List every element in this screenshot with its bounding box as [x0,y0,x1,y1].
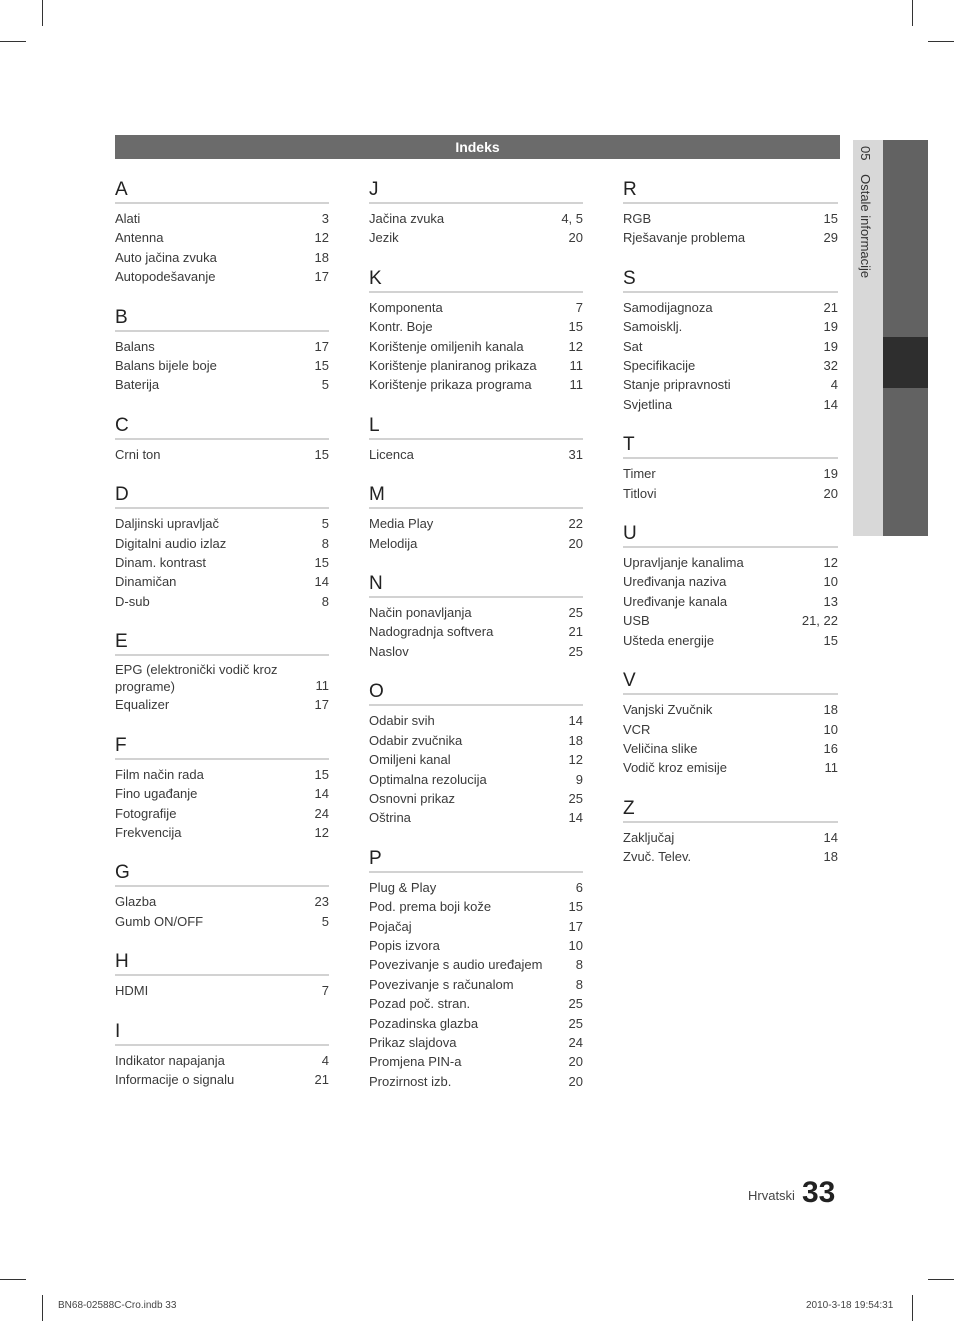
entry-page: 25 [568,605,583,621]
entry-page: 15 [314,446,329,462]
entry-page: 11 [824,760,838,776]
section-letter: Z [623,798,838,823]
footer-language: Hrvatski [748,1188,795,1203]
index-entry [623,209,838,228]
entry-page: 8 [575,976,583,992]
index-entry [115,553,329,572]
entry-name: Zaključaj [623,829,675,845]
entry-page: 15 [314,766,329,782]
index-section [369,268,583,395]
entry-page: 12 [823,555,838,571]
entry-name: Antenna [115,230,164,246]
entry-name: Kontr. Boje [369,319,433,335]
index-section [115,484,329,611]
entry-name: Dinam. kontrast [115,555,207,571]
index-entry [115,356,329,375]
index-entry [369,622,583,641]
footer-datetime: 2010-3-18 19:54:31 [806,1300,894,1311]
section-letter: K [369,268,583,293]
index-section [369,415,583,464]
index-entry [623,592,838,611]
index-entry [623,228,838,247]
entry-name: Prikaz slajdova [369,1034,457,1050]
entry-page: 11 [569,358,583,374]
index-entry [115,514,329,533]
section-letter: S [623,268,838,293]
index-entry [115,267,329,286]
entry-page: 17 [314,269,329,285]
chapter-label [858,146,873,278]
index-entry [115,661,329,695]
entry-name: USB [623,613,650,629]
entry-page: 14 [568,810,583,826]
entry-name: Glazba [115,894,157,910]
index-section [115,307,329,395]
entry-name: Film način rada [115,766,204,782]
entry-page: 11 [569,377,583,393]
index-section [369,484,583,553]
entry-name: Pozadinska glazba [369,1015,479,1031]
crop-mark [928,41,954,42]
index-entry [369,808,583,827]
entry-name: Optimalna rezolucija [369,771,487,787]
index-section [623,523,838,650]
entry-name: Specifikacije [623,358,696,374]
index-entry [369,1014,583,1033]
index-entry [369,955,583,974]
entry-name: Komponenta [369,299,443,315]
index-entry [115,228,329,247]
entry-page: 20 [823,485,838,501]
entry-name: Svjetlina [623,396,673,412]
index-entry [623,572,838,591]
entry-page: 5 [321,377,329,393]
entry-name: RGB [623,211,652,226]
index-entry [369,770,583,789]
index-section [623,268,838,414]
entry-name: D-sub [115,593,150,609]
entry-page: 24 [568,1034,583,1050]
entry-page: 17 [568,918,583,934]
index-entry [623,611,838,630]
index-section [369,573,583,661]
entry-name: Jačina zvuka [369,211,445,226]
crop-mark [42,0,43,26]
index-entry [369,789,583,808]
index-entry [115,892,329,911]
entry-page: 8 [321,593,329,609]
entry-name: Sat [623,338,643,354]
entry-page: 14 [823,396,838,412]
entry-page: 21 [314,1071,329,1087]
entry-page: 24 [314,805,329,821]
section-letter: G [115,862,329,887]
index-entry [623,720,838,739]
entry-page: 18 [314,249,329,265]
entry-page: 15 [568,899,583,915]
entry-page: 6 [575,879,583,895]
index-entry [623,317,838,336]
index-entry [623,739,838,758]
entry-page: 11 [315,677,329,693]
index-entry [369,445,583,464]
entry-page: 12 [314,824,329,840]
entry-page: 14 [314,574,329,590]
entry-name: Dinamičan [115,574,177,590]
entry-page: 3 [321,211,329,226]
entry-page: 4, 5 [561,211,583,226]
entry-page: 15 [568,319,583,335]
section-letter: B [115,307,329,332]
entry-name: Plug & Play [369,879,437,895]
entry-name: Povezivanje s računalom [369,976,514,992]
entry-name: Balans [115,338,155,354]
entry-page: 14 [568,713,583,729]
entry-page: 18 [823,702,838,718]
entry-page: 18 [823,849,838,865]
entry-name: Informacije o signalu [115,1071,235,1087]
entry-name: Melodija [369,535,418,551]
entry-name: Korištenje omiljenih kanala [369,338,524,354]
index-section [115,631,329,714]
index-entry [115,1070,329,1089]
entry-name: Frekvencija [115,824,182,840]
entry-page: 18 [568,732,583,748]
index-entry [623,298,838,317]
entry-page: 20 [568,230,583,246]
entry-page: 23 [314,894,329,910]
entry-page: 12 [568,752,583,768]
entry-page: 19 [823,338,838,354]
entry-name: Veličina slike [623,740,698,756]
index-entry [369,878,583,897]
entry-name: Uređivanja naziva [623,574,727,590]
entry-page: 10 [823,574,838,590]
section-letter: P [369,848,583,873]
index-entry [369,1072,583,1091]
index-entry [369,603,583,622]
index-entry [369,1033,583,1052]
index-entry [623,631,838,650]
entry-name: Fotografije [115,805,177,821]
entry-name: Promjena PIN-a [369,1054,462,1070]
index-section [369,848,583,1091]
index-section [623,798,838,867]
index-section [623,434,838,503]
entry-name: Pozad poč. stran. [369,996,471,1012]
index-section [369,681,583,827]
page-number: 33 [802,1176,836,1209]
entry-name: Korištenje planiranog prikaza [369,358,537,374]
entry-name: Balans bijele boje [115,358,217,374]
index-section [115,862,329,931]
index-entry [115,981,329,1000]
entry-name: Zvuč. Telev. [623,849,692,865]
index-entry [623,375,838,394]
chapter-title: Ostale informacije [858,174,873,279]
entry-page: 20 [568,535,583,551]
index-entry [369,317,583,336]
index-column-3 [623,179,838,887]
index-entry [369,209,583,228]
entry-name: Gumb ON/OFF [115,913,204,929]
section-letter: H [115,951,329,976]
entry-name: Povezivanje s audio uređajem [369,957,543,973]
entry-page: 7 [321,983,329,999]
index-entry [369,897,583,916]
entry-name: Digitalni audio izlaz [115,535,227,551]
index-section [115,951,329,1000]
crop-mark [42,1295,43,1321]
index-entry [623,484,838,503]
entry-name: Fino ugađanje [115,786,198,802]
index-entry [369,936,583,955]
section-letter: E [115,631,329,656]
index-entry [369,1052,583,1071]
entry-page: 13 [823,593,838,609]
section-letter: R [623,179,838,204]
entry-name: Media Play [369,516,434,532]
entry-name: Naslov [369,643,409,659]
entry-name: Indikator napajanja [115,1052,225,1068]
entry-name: Odabir zvučnika [369,732,463,748]
entry-page: 21, 22 [801,613,838,629]
entry-name: Stanje pripravnosti [623,377,731,393]
entry-name: Ušteda energije [623,632,715,648]
index-column-1 [115,179,329,1109]
entry-page: 10 [568,937,583,953]
index-entry [115,695,329,714]
index-entry [369,228,583,247]
entry-name: Licenca [369,446,414,462]
index-entry [369,731,583,750]
index-entry [369,994,583,1013]
crop-mark [0,1279,26,1280]
index-entry [623,395,838,414]
entry-page: 25 [568,643,583,659]
section-letter: U [623,523,838,548]
section-letter: C [115,415,329,440]
entry-name: Pod. prema boji kože [369,899,492,915]
entry-name: Prozirnost izb. [369,1073,452,1089]
entry-name: Nadogradnja softvera [369,624,494,640]
index-section [115,1021,329,1090]
index-entry [369,337,583,356]
section-letter: F [115,735,329,760]
entry-name: Način ponavljanja [369,605,472,621]
entry-page: 8 [575,957,583,973]
entry-page: 5 [321,913,329,929]
entry-name: Timer [623,466,656,482]
footer-file-name: BN68-02588C-Cro.indb 33 [58,1300,177,1311]
section-letter: J [369,179,583,204]
index-entry [115,804,329,823]
section-letter: L [369,415,583,440]
entry-page: 5 [321,516,329,532]
entry-page: 15 [823,211,838,226]
crop-mark [912,1295,913,1321]
section-letter: A [115,179,329,204]
entry-name: Popis izvora [369,937,440,953]
entry-name: Equalizer [115,697,170,713]
index-entry [369,975,583,994]
entry-name: EPG (elektronički vodič kroz programe) [115,662,278,695]
section-letter: M [369,484,583,509]
index-entry [623,828,838,847]
entry-page: 21 [568,624,583,640]
entry-page: 14 [314,786,329,802]
entry-name: Upravljanje kanalima [623,555,744,571]
entry-page: 12 [568,338,583,354]
entry-page: 29 [823,230,838,246]
section-letter: N [369,573,583,598]
entry-page: 12 [314,230,329,246]
entry-page: 15 [314,358,329,374]
index-entry [369,375,583,394]
entry-name: Korištenje prikaza programa [369,377,532,393]
entry-name: Alati [115,211,141,226]
index-entry [623,758,838,777]
index-entry [369,356,583,375]
entry-page: 4 [321,1052,329,1068]
crop-mark [928,1279,954,1280]
entry-name: Crni ton [115,446,161,462]
entry-page: 25 [568,996,583,1012]
chapter-tab-marker [883,337,928,388]
entry-name: Jezik [369,230,399,246]
section-letter: O [369,681,583,706]
index-section [369,179,583,248]
entry-page: 7 [575,299,583,315]
index-entry [115,445,329,464]
section-letter: V [623,670,838,695]
entry-name: Osnovni prikaz [369,790,455,806]
entry-name: Titlovi [623,485,657,501]
index-entry [623,847,838,866]
entry-page: 21 [823,299,838,315]
index-section [115,179,329,287]
crop-mark [0,41,26,42]
index-entry [115,912,329,931]
index-entry [623,700,838,719]
section-letter: T [623,434,838,459]
entry-page: 16 [823,740,838,756]
index-entry [369,534,583,553]
entry-name: Odabir svih [369,713,435,729]
entry-name: Uređivanje kanala [623,593,728,609]
section-letter: D [115,484,329,509]
entry-name: Vanjski Zvučnik [623,702,713,718]
index-entry [115,1051,329,1070]
index-entry [623,464,838,483]
entry-page: 25 [568,1015,583,1031]
index-entry [115,337,329,356]
index-section [623,179,838,248]
index-entry [369,750,583,769]
entry-page: 22 [568,516,583,532]
entry-page: 15 [823,632,838,648]
crop-mark [912,0,913,26]
entry-name: Vodič kroz emisije [623,760,728,776]
entry-page: 20 [568,1054,583,1070]
entry-name: Auto jačina zvuka [115,249,217,265]
entry-name: Rješavanje problema [623,230,746,246]
entry-page: 8 [321,535,329,551]
index-entry [369,298,583,317]
entry-page: 19 [823,466,838,482]
section-letter: I [115,1021,329,1046]
index-entry [115,375,329,394]
entry-name: Pojačaj [369,918,412,934]
chapter-number: 05 [858,146,873,161]
index-column-2 [369,179,583,1111]
index-entry [115,534,329,553]
index-entry [623,337,838,356]
index-entry [115,823,329,842]
entry-page: 19 [823,319,838,335]
entry-name: Autopodešavanje [115,269,216,285]
entry-name: VCR [623,721,651,737]
entry-page: 31 [568,446,583,462]
index-entry [115,572,329,591]
entry-name: Omiljeni kanal [369,752,451,768]
index-entry [369,642,583,661]
index-entry [115,209,329,228]
entry-name: Samoisklj. [623,319,683,335]
entry-name: HDMI [115,983,149,999]
entry-page: 20 [568,1073,583,1089]
index-section [115,735,329,843]
entry-name: Daljinski upravljač [115,516,220,532]
entry-page: 15 [314,555,329,571]
index-entry [115,765,329,784]
entry-page: 25 [568,790,583,806]
index-entry [115,784,329,803]
index-entry [115,248,329,267]
entry-name: Samodijagnoza [623,299,713,315]
index-entry [369,514,583,533]
index-entry [369,917,583,936]
index-section [623,670,838,778]
entry-page: 32 [823,358,838,374]
index-section [115,415,329,464]
entry-name: Oštrina [369,810,411,826]
entry-page: 14 [823,829,838,845]
entry-page: 4 [830,377,838,393]
index-entry [623,553,838,572]
entry-page: 10 [823,721,838,737]
entry-page: 9 [575,771,583,787]
page-title: Indeks [115,135,840,159]
entry-page: 17 [314,338,329,354]
entry-page: 17 [314,697,329,713]
index-entry [623,356,838,375]
index-entry [115,592,329,611]
entry-name: Baterija [115,377,160,393]
index-entry [369,711,583,730]
